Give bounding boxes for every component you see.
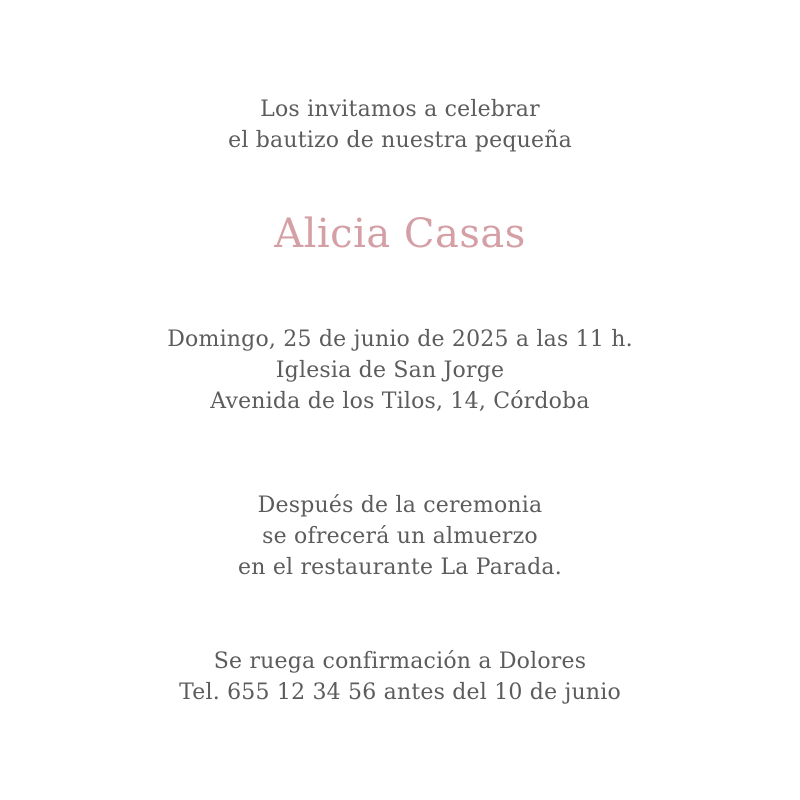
intro-text [0,94,800,156]
meal-details [0,490,800,583]
honoree-name: Alicia Casas [274,211,526,257]
rsvp-phone-line: Tel. 655 12 34 56 antes del 10 de junio [179,680,621,705]
rsvp-details [0,646,800,708]
intro-line: Los invitamos a celebrar [260,97,540,122]
event-address: Avenida de los Tilos, 14, Córdoba [210,389,590,414]
intro-line: el bautizo de nuestra pequeña [228,128,572,153]
event-details [0,324,800,417]
meal-line: se ofrecerá un almuerzo [262,524,538,549]
event-date-time: Domingo, 25 de junio de 2025 a las 11 h. [167,327,633,352]
meal-line: Después de la ceremonia [257,493,543,518]
rsvp-line: Se ruega confirmación a Dolores [213,649,587,674]
meal-line: en el restaurante La Parada. [238,555,562,580]
event-venue: Iglesia de San Jorge [275,358,505,383]
